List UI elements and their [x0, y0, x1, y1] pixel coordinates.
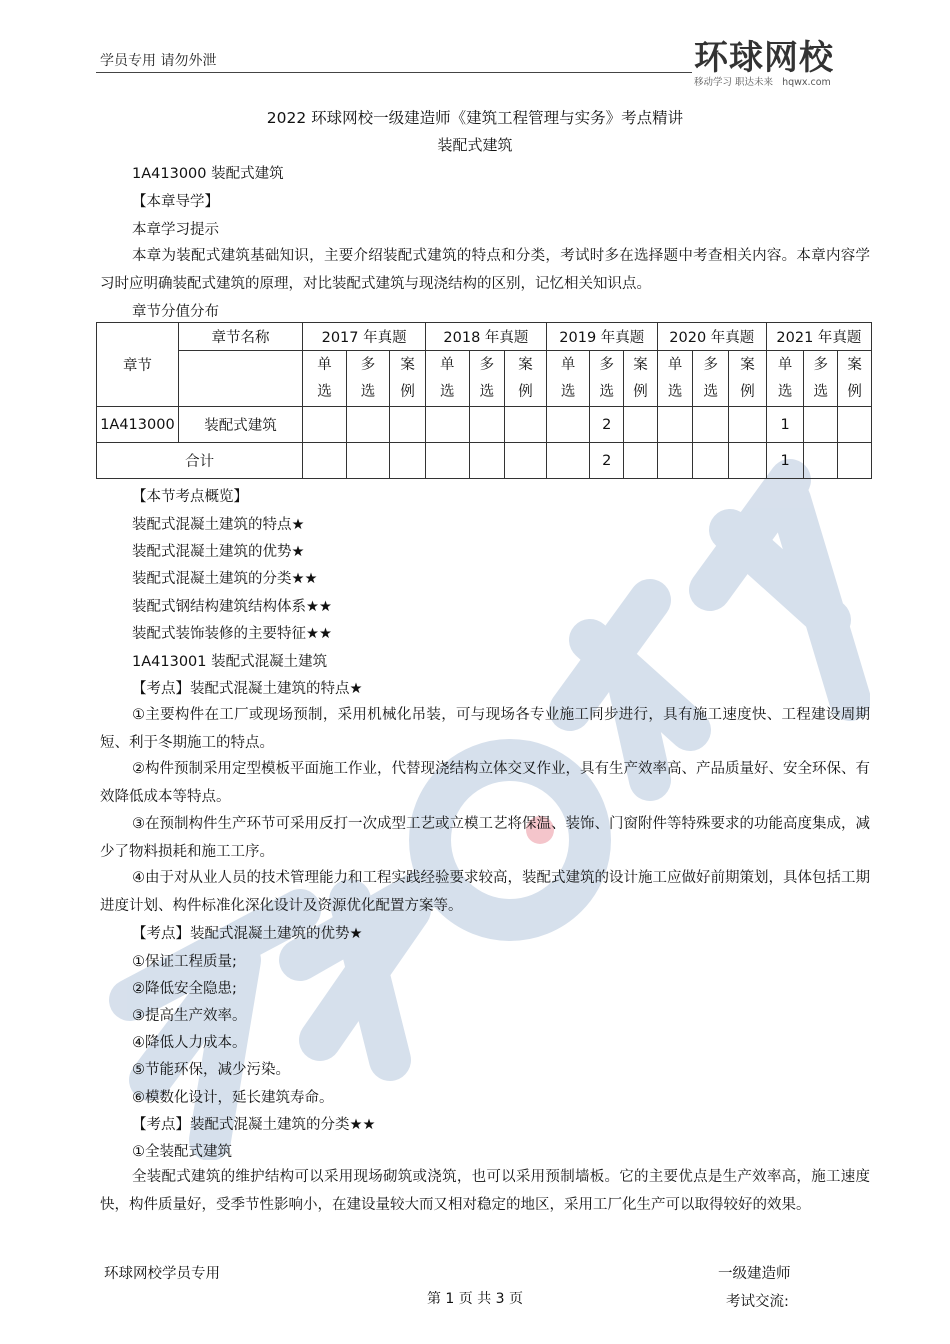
table-header-row: [97, 323, 872, 351]
page-title: 2022 环球网校一级建造师《建筑工程管理与实务》考点精讲: [266, 109, 684, 127]
advantage-item: ①保证工程质量;: [132, 954, 237, 970]
section-code: 1A413000 装配式建筑: [132, 166, 284, 182]
overview-item: 装配式混凝土建筑的特点★: [132, 517, 305, 533]
subheader-case: 案 例: [838, 351, 872, 407]
header-chapter-name: 章节名称: [178, 323, 302, 351]
table-cell: [469, 407, 505, 443]
advantage-item: ③提高生产效率。: [132, 1008, 247, 1024]
score-table: [96, 322, 872, 479]
table-subheader-row: [97, 351, 872, 407]
header-chapter: 章节: [97, 323, 179, 407]
subheader-case: 案 例: [390, 351, 426, 407]
study-tips-heading: 本章学习提示: [132, 222, 219, 238]
subheader-single: 单 选: [657, 351, 693, 407]
overview-item: 装配式装饰装修的主要特征★★: [132, 626, 332, 642]
table-row: [97, 407, 872, 443]
subheader-case: 案 例: [505, 351, 547, 407]
score-distribution-heading: 章节分值分布: [132, 304, 219, 320]
point-heading: 【考点】装配式混凝土建筑的优势★: [132, 926, 363, 942]
total-label: 合计: [97, 443, 303, 479]
table-cell: [838, 443, 872, 479]
subheader-single: 单 选: [426, 351, 470, 407]
point-paragraph: ④由于对从业人员的技术管理能力和工程实践经验要求较高，装配式建筑的设计施工应做好前期策划，具体包括工期进度计划、构件标准化深化设计及资源优化配置方案等。: [100, 870, 870, 914]
table-cell: [729, 443, 767, 479]
logo: [694, 30, 864, 90]
table-cell: [657, 407, 693, 443]
table-cell: [693, 443, 729, 479]
table-cell: 1: [766, 407, 804, 443]
classification-paragraph: 全装配式建筑的维护结构可以采用现场砌筑或浇筑，也可以采用预制墙板。它的主要优点是生产效率高，施工速度快，构件质量好，受季节性影响小，在建设量较大而又相对稳定的地区，采用工厂化生产可以取得较好的效果。: [100, 1169, 870, 1213]
logo-url: hqwx.com: [782, 77, 831, 88]
page-subtitle: 装配式建筑: [437, 136, 513, 154]
table-cell: [505, 443, 547, 479]
table-cell: [804, 407, 838, 443]
table-cell: [469, 443, 505, 479]
subheader-case: 案 例: [624, 351, 658, 407]
table-total-row: [97, 443, 872, 479]
footer-right-exam: 一级建造师: [718, 1266, 791, 1282]
chapter-guide-heading: 【本章导学】: [132, 194, 219, 210]
subheader-multi: 多 选: [590, 351, 624, 407]
table-cell: [838, 407, 872, 443]
table-cell: [693, 407, 729, 443]
subheader-multi: 多 选: [693, 351, 729, 407]
logo-text: 环球网校: [694, 38, 834, 78]
logo-slogan: 移动学习 职达未来: [694, 77, 774, 88]
table-cell: [390, 443, 426, 479]
table-cell: [657, 443, 693, 479]
header-left-text: 学员专用 请勿外泄: [100, 53, 217, 69]
subheader-single: 单 选: [303, 351, 347, 407]
table-cell: 2: [590, 443, 624, 479]
table-cell: [624, 407, 658, 443]
header-year: 2017 年真题: [303, 323, 426, 351]
classification-subheading: ①全装配式建筑: [132, 1144, 232, 1160]
subheader-multi: 多 选: [469, 351, 505, 407]
overview-item: 装配式混凝土建筑的优势★: [132, 544, 305, 560]
table-cell: 2: [590, 407, 624, 443]
table-cell: [546, 443, 590, 479]
row-name: 装配式建筑: [178, 407, 302, 443]
header-year: 2021 年真题: [766, 323, 871, 351]
point-heading: 【考点】装配式混凝土建筑的分类★★: [132, 1117, 376, 1133]
advantage-item: ②降低安全隐患;: [132, 981, 237, 997]
footer-right-exchange: 考试交流:: [726, 1294, 789, 1310]
table-cell: [426, 443, 470, 479]
table-cell: [624, 443, 658, 479]
header-year: 2019 年真题: [546, 323, 657, 351]
table-cell: 1: [766, 443, 804, 479]
table-cell: [346, 407, 390, 443]
empty-cell: [178, 351, 302, 407]
footer-left: 环球网校学员专用: [104, 1266, 220, 1282]
header-year: 2018 年真题: [426, 323, 547, 351]
point-paragraph: ①主要构件在工厂或现场预制，采用机械化吊装，可与现场各专业施工同步进行，具有施工速度快、工程建设周期短、利于冬期施工的特点。: [100, 707, 870, 751]
table-cell: [346, 443, 390, 479]
intro-paragraph: 本章为装配式建筑基础知识，主要介绍装配式建筑的特点和分类，考试时多在选择题中考查相关内容。本章内容学习时应明确装配式建筑的原理，对比装配式建筑与现浇结构的区别，记忆相关知识点。: [100, 248, 870, 292]
point-heading: 【考点】装配式混凝土建筑的特点★: [132, 681, 363, 697]
table-cell: [729, 407, 767, 443]
advantage-item: ⑤节能环保，减少污染。: [132, 1062, 290, 1078]
advantage-item: ⑥模数化设计，延长建筑寿命。: [132, 1090, 334, 1106]
table-cell: [303, 407, 347, 443]
overview-heading: 【本节考点概览】: [132, 489, 248, 505]
table-cell: [426, 407, 470, 443]
subsection-code: 1A413001 装配式混凝土建筑: [132, 654, 328, 670]
point-paragraph: ②构件预制采用定型模板平面施工作业，代替现浇结构立体交叉作业，具有生产效率高、产品质量好、安全环保、有效降低成本等特点。: [100, 761, 870, 805]
subheader-single: 单 选: [766, 351, 804, 407]
advantage-item: ④降低人力成本。: [132, 1035, 247, 1051]
table-cell: [303, 443, 347, 479]
overview-item: 装配式钢结构建筑结构体系★★: [132, 599, 332, 615]
subheader-multi: 多 选: [346, 351, 390, 407]
subheader-single: 单 选: [546, 351, 590, 407]
subheader-multi: 多 选: [804, 351, 838, 407]
header-year: 2020 年真题: [657, 323, 766, 351]
subheader-case: 案 例: [729, 351, 767, 407]
overview-item: 装配式混凝土建筑的分类★★: [132, 571, 318, 587]
table-cell: [505, 407, 547, 443]
point-paragraph: ③在预制构件生产环节可采用反打一次成型工艺或立模工艺将保温、装饰、门窗附件等特殊要求的功能高度集成，减少了物料损耗和施工工序。: [100, 816, 870, 860]
table-cell: [546, 407, 590, 443]
header-rule: [96, 72, 692, 73]
row-code: 1A413000: [97, 407, 179, 443]
page-number: 第 1 页 共 3 页: [426, 1291, 524, 1307]
table-cell: [390, 407, 426, 443]
table-cell: [804, 443, 838, 479]
logo-slogan-row: [694, 74, 837, 88]
